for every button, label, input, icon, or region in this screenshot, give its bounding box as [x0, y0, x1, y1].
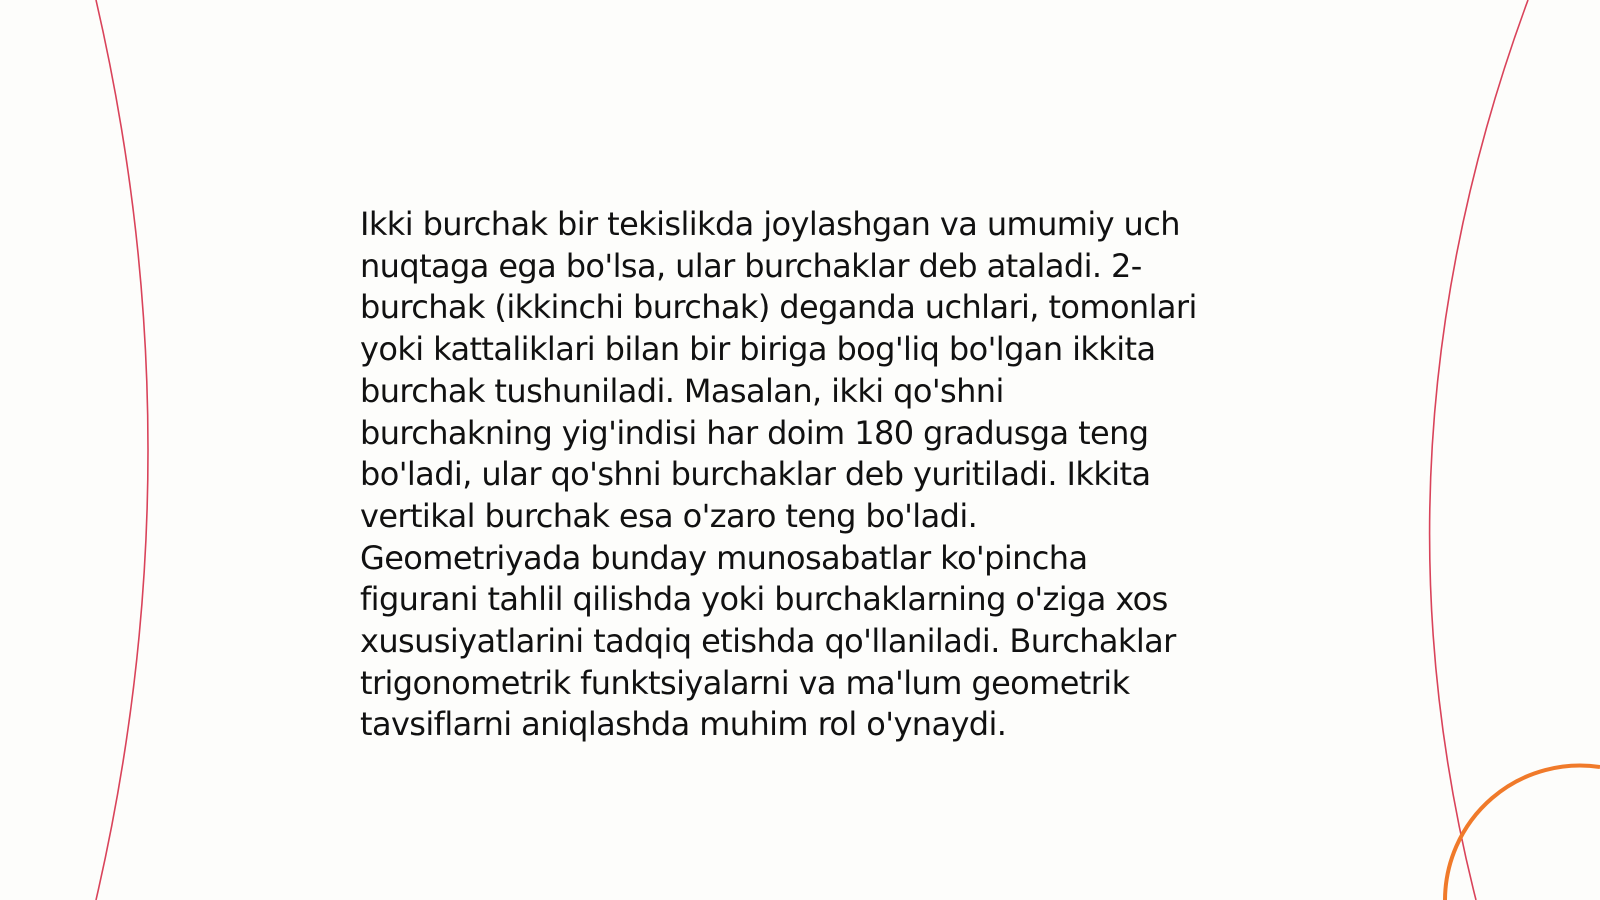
left-arc [96, 0, 148, 900]
orange-arc [1445, 766, 1600, 900]
right-arc [1430, 0, 1528, 900]
body-paragraph: Ikki burchak bir tekislikda joylashgan va umumiy uch nuqtaga ega bo'lsa, ular burchaklar deb ataladi. 2- burchak (ikkinchi burchak) deganda uchlari, tomonlari yoki kattaliklari bilan bir biriga bog'liq bo'lgan ikkita burchak tushuniladi. Masalan, ikki qo'shni burchakning yig'indisi har doim 180 gradusga teng bo'ladi, ular qo'shni burchaklar deb yuritiladi. Ikkita vertikal burchak esa o'zaro teng bo'ladi. Geometriyada bunday munosabatlar ko'pincha figuranі tahlil qilishda yoki burchaklarning o'ziga xos xususiyatlarini tadqiq etishda qo'llaniladi. Burchaklar trigonometrik funktsiyalarni va ma'lum geometrik tavsiflarni aniqlashda muhim rol o'ynaydi. [360, 205, 1197, 744]
